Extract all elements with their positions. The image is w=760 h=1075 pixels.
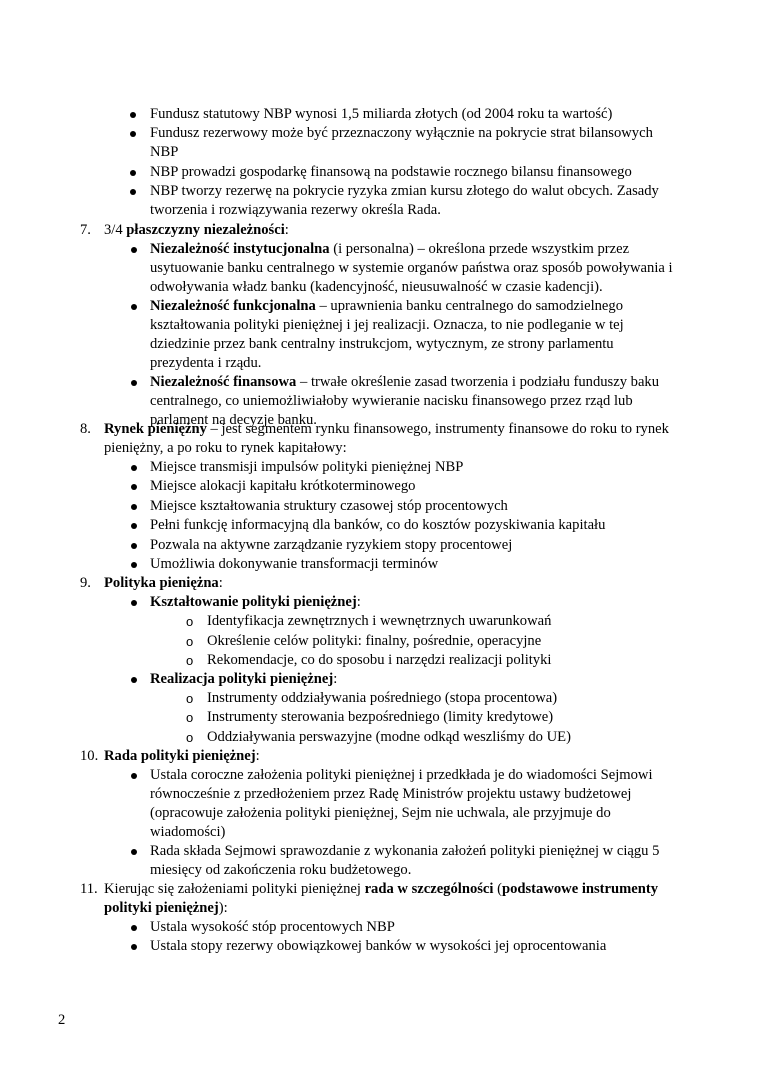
heading-title: Polityka pieniężna	[104, 575, 219, 591]
list-item-continuation: prezydenta i rządu.	[150, 355, 262, 371]
list-item: Miejsce alokacji kapitału krótkoterminowego	[150, 478, 416, 494]
sub-bullet-marker: o	[186, 653, 194, 668]
bullet-icon	[131, 504, 137, 510]
bullet-icon	[130, 131, 136, 137]
list-item: Ustala wysokość stóp procentowych NBP	[150, 919, 395, 935]
heading-paren: (	[493, 881, 502, 897]
list-item	[150, 240, 629, 259]
list-item-continuation: kształtowania polityki pieniężnej i jej realizacji. Oznacza, to nie podleganie w tej	[150, 317, 624, 333]
heading-colon: :	[284, 222, 289, 238]
list-item-continuation: odwoływania władz banku (kadencyjność, nieusuwalność w czasie kadencji).	[150, 279, 603, 295]
item-term: Niezależność finansowa	[150, 374, 297, 390]
item-title: Realizacja polityki pieniężnej	[150, 671, 334, 687]
bullet-icon	[131, 677, 137, 683]
item-term: Niezależność instytucjonalna	[150, 241, 330, 257]
list-item-continuation: dziedzinie przez bank centralny instrukcjom, wytycznym, ze strony parlamentu	[150, 336, 614, 352]
sub-list-item: Instrumenty oddziaływania pośredniego (stopa procentowa)	[207, 690, 558, 706]
list-item	[150, 593, 361, 612]
sub-bullet-marker: o	[186, 710, 194, 725]
bullet-icon	[131, 773, 137, 779]
list-item: NBP tworzy rezerwę na pokrycie ryzyka zmian kursu złotego do walut obcych. Zasady	[150, 183, 659, 199]
section-heading	[104, 880, 658, 899]
heading-bold: polityki pieniężnej	[104, 900, 219, 916]
list-item: Fundusz statutowy NBP wynosi 1,5 miliarda złotych (od 2004 roku ta wartość)	[150, 106, 613, 122]
list-item: NBP prowadzi gospodarkę finansową na podstawie rocznego bilansu finansowego	[150, 164, 632, 180]
section-number: 11.	[80, 881, 98, 897]
bullet-icon	[130, 112, 136, 118]
sub-bullet-marker: o	[186, 634, 194, 649]
item-text: – trwałe określenie zasad tworzenia i podziału funduszy baku	[296, 374, 660, 390]
list-item: Pozwala na aktywne zarządzanie ryzykiem stopy procentowej	[150, 537, 513, 553]
heading-title: Rynek pieniężny	[104, 421, 207, 437]
bullet-icon	[131, 925, 137, 931]
bullet-icon	[131, 600, 137, 606]
bullet-icon	[130, 189, 136, 195]
bullet-icon	[131, 944, 137, 950]
item-term: Niezależność funkcjonalna	[150, 298, 316, 314]
heading-colon: :	[255, 748, 260, 764]
list-item-continuation: tworzenia i rozwiązywania rezerwy określa Rada.	[150, 202, 441, 218]
bullet-icon	[131, 523, 137, 529]
list-item: Rada składa Sejmowi sprawozdanie z wykonania założeń polityki pieniężnej w ciągu 5	[150, 843, 660, 859]
list-item: Ustala stopy rezerwy obowiązkowej banków w wysokości jej oprocentowania	[150, 938, 607, 954]
list-item: Pełni funkcję informacyjną dla banków, co do kosztów pozyskiwania kapitału	[150, 517, 606, 533]
section-heading	[104, 747, 260, 766]
heading-bold: podstawowe instrumenty	[501, 881, 659, 897]
list-item	[150, 373, 659, 392]
sub-bullet-marker: o	[186, 730, 194, 745]
item-text: (i personalna) – określona przede wszystkim przez	[329, 241, 630, 257]
heading-prefix: Kierując się założeniami polityki pieniężnej	[104, 881, 365, 897]
list-item-continuation: parlament na decyzje banku.	[150, 412, 317, 428]
page-number: 2	[58, 1012, 66, 1028]
section-number: 7.	[80, 222, 91, 238]
heading-continuation: pieniężny, a po roku to rynek kapitałowy:	[104, 440, 347, 456]
list-item: Fundusz rezerwowy może być przeznaczony wyłącznie na pokrycie strat bilansowych	[150, 125, 653, 141]
bullet-icon	[131, 562, 137, 568]
sub-list-item: Określenie celów polityki: finalny, pośrednie, operacyjne	[207, 633, 542, 649]
sub-bullet-marker: o	[186, 691, 194, 706]
section-number: 8.	[80, 421, 91, 437]
list-item: Ustala coroczne założenia polityki pieniężnej i przedkłada je do wiadomości Sejmowi	[150, 767, 653, 783]
list-item	[150, 670, 337, 689]
list-item: Miejsce kształtowania struktury czasowej stóp procentowych	[150, 498, 508, 514]
list-item-continuation: równocześnie z przedłożeniem przez Radę Ministrów projektu ustawy budżetowej	[150, 786, 632, 802]
sub-list-item: Oddziaływania perswazyjne (modne odkąd weszliśmy do UE)	[207, 729, 571, 745]
heading-prefix: 3/4	[104, 222, 127, 238]
list-item-continuation: centralnego, co uniemożliwiałoby wywieranie nacisku finansowego przez rząd lub	[150, 393, 633, 409]
bullet-icon	[131, 465, 137, 471]
section-heading	[104, 221, 289, 240]
sub-bullet-marker: o	[186, 614, 194, 629]
section-number: 9.	[80, 575, 91, 591]
heading-continuation	[104, 899, 228, 918]
heading-title: Rada polityki pieniężnej	[104, 748, 256, 764]
list-item: Umożliwia dokonywanie transformacji terminów	[150, 556, 439, 572]
list-item-continuation: wiadomości)	[150, 824, 226, 840]
section-number: 10.	[80, 748, 99, 764]
bullet-icon	[131, 849, 137, 855]
heading-text: – jest segmentem rynku finansowego, instrumenty finansowe do roku to rynek	[206, 421, 669, 437]
list-item-continuation: usytuowanie banku centralnego w systemie organów państwa oraz sposób powoływania i	[150, 260, 673, 276]
heading-bold: rada w szczególności	[364, 881, 494, 897]
heading-end: ):	[218, 900, 228, 916]
section-heading	[104, 574, 223, 593]
heading-title: płaszczyzny niezależności	[126, 222, 285, 238]
item-colon: :	[356, 594, 361, 610]
bullet-icon	[131, 247, 137, 253]
item-title: Kształtowanie polityki pieniężnej	[150, 594, 357, 610]
list-item-continuation: (opracowuje założenia polityki pieniężnej, Sejm nie uchwala, ale przyjmuje do	[150, 805, 611, 821]
item-text: – uprawnienia banku centralnego do samodzielnego	[315, 298, 623, 314]
bullet-icon	[131, 484, 137, 490]
section-heading	[104, 420, 669, 439]
sub-list-item: Identyfikacja zewnętrznych i wewnętrznych uwarunkowań	[207, 613, 552, 629]
bullet-icon	[131, 304, 137, 310]
list-item: Miejsce transmisji impulsów polityki pieniężnej NBP	[150, 459, 464, 475]
list-item	[150, 297, 623, 316]
bullet-icon	[131, 543, 137, 549]
heading-colon: :	[218, 575, 223, 591]
sub-list-item: Instrumenty sterowania bezpośredniego (limity kredytowe)	[207, 709, 554, 725]
item-colon: :	[333, 671, 338, 687]
list-item-continuation: miesięcy od zakończenia roku budżetowego.	[150, 862, 412, 878]
bullet-icon	[130, 170, 136, 176]
bullet-icon	[131, 380, 137, 386]
sub-list-item: Rekomendacje, co do sposobu i narzędzi realizacji polityki	[207, 652, 552, 668]
list-item-continuation: NBP	[150, 144, 179, 160]
